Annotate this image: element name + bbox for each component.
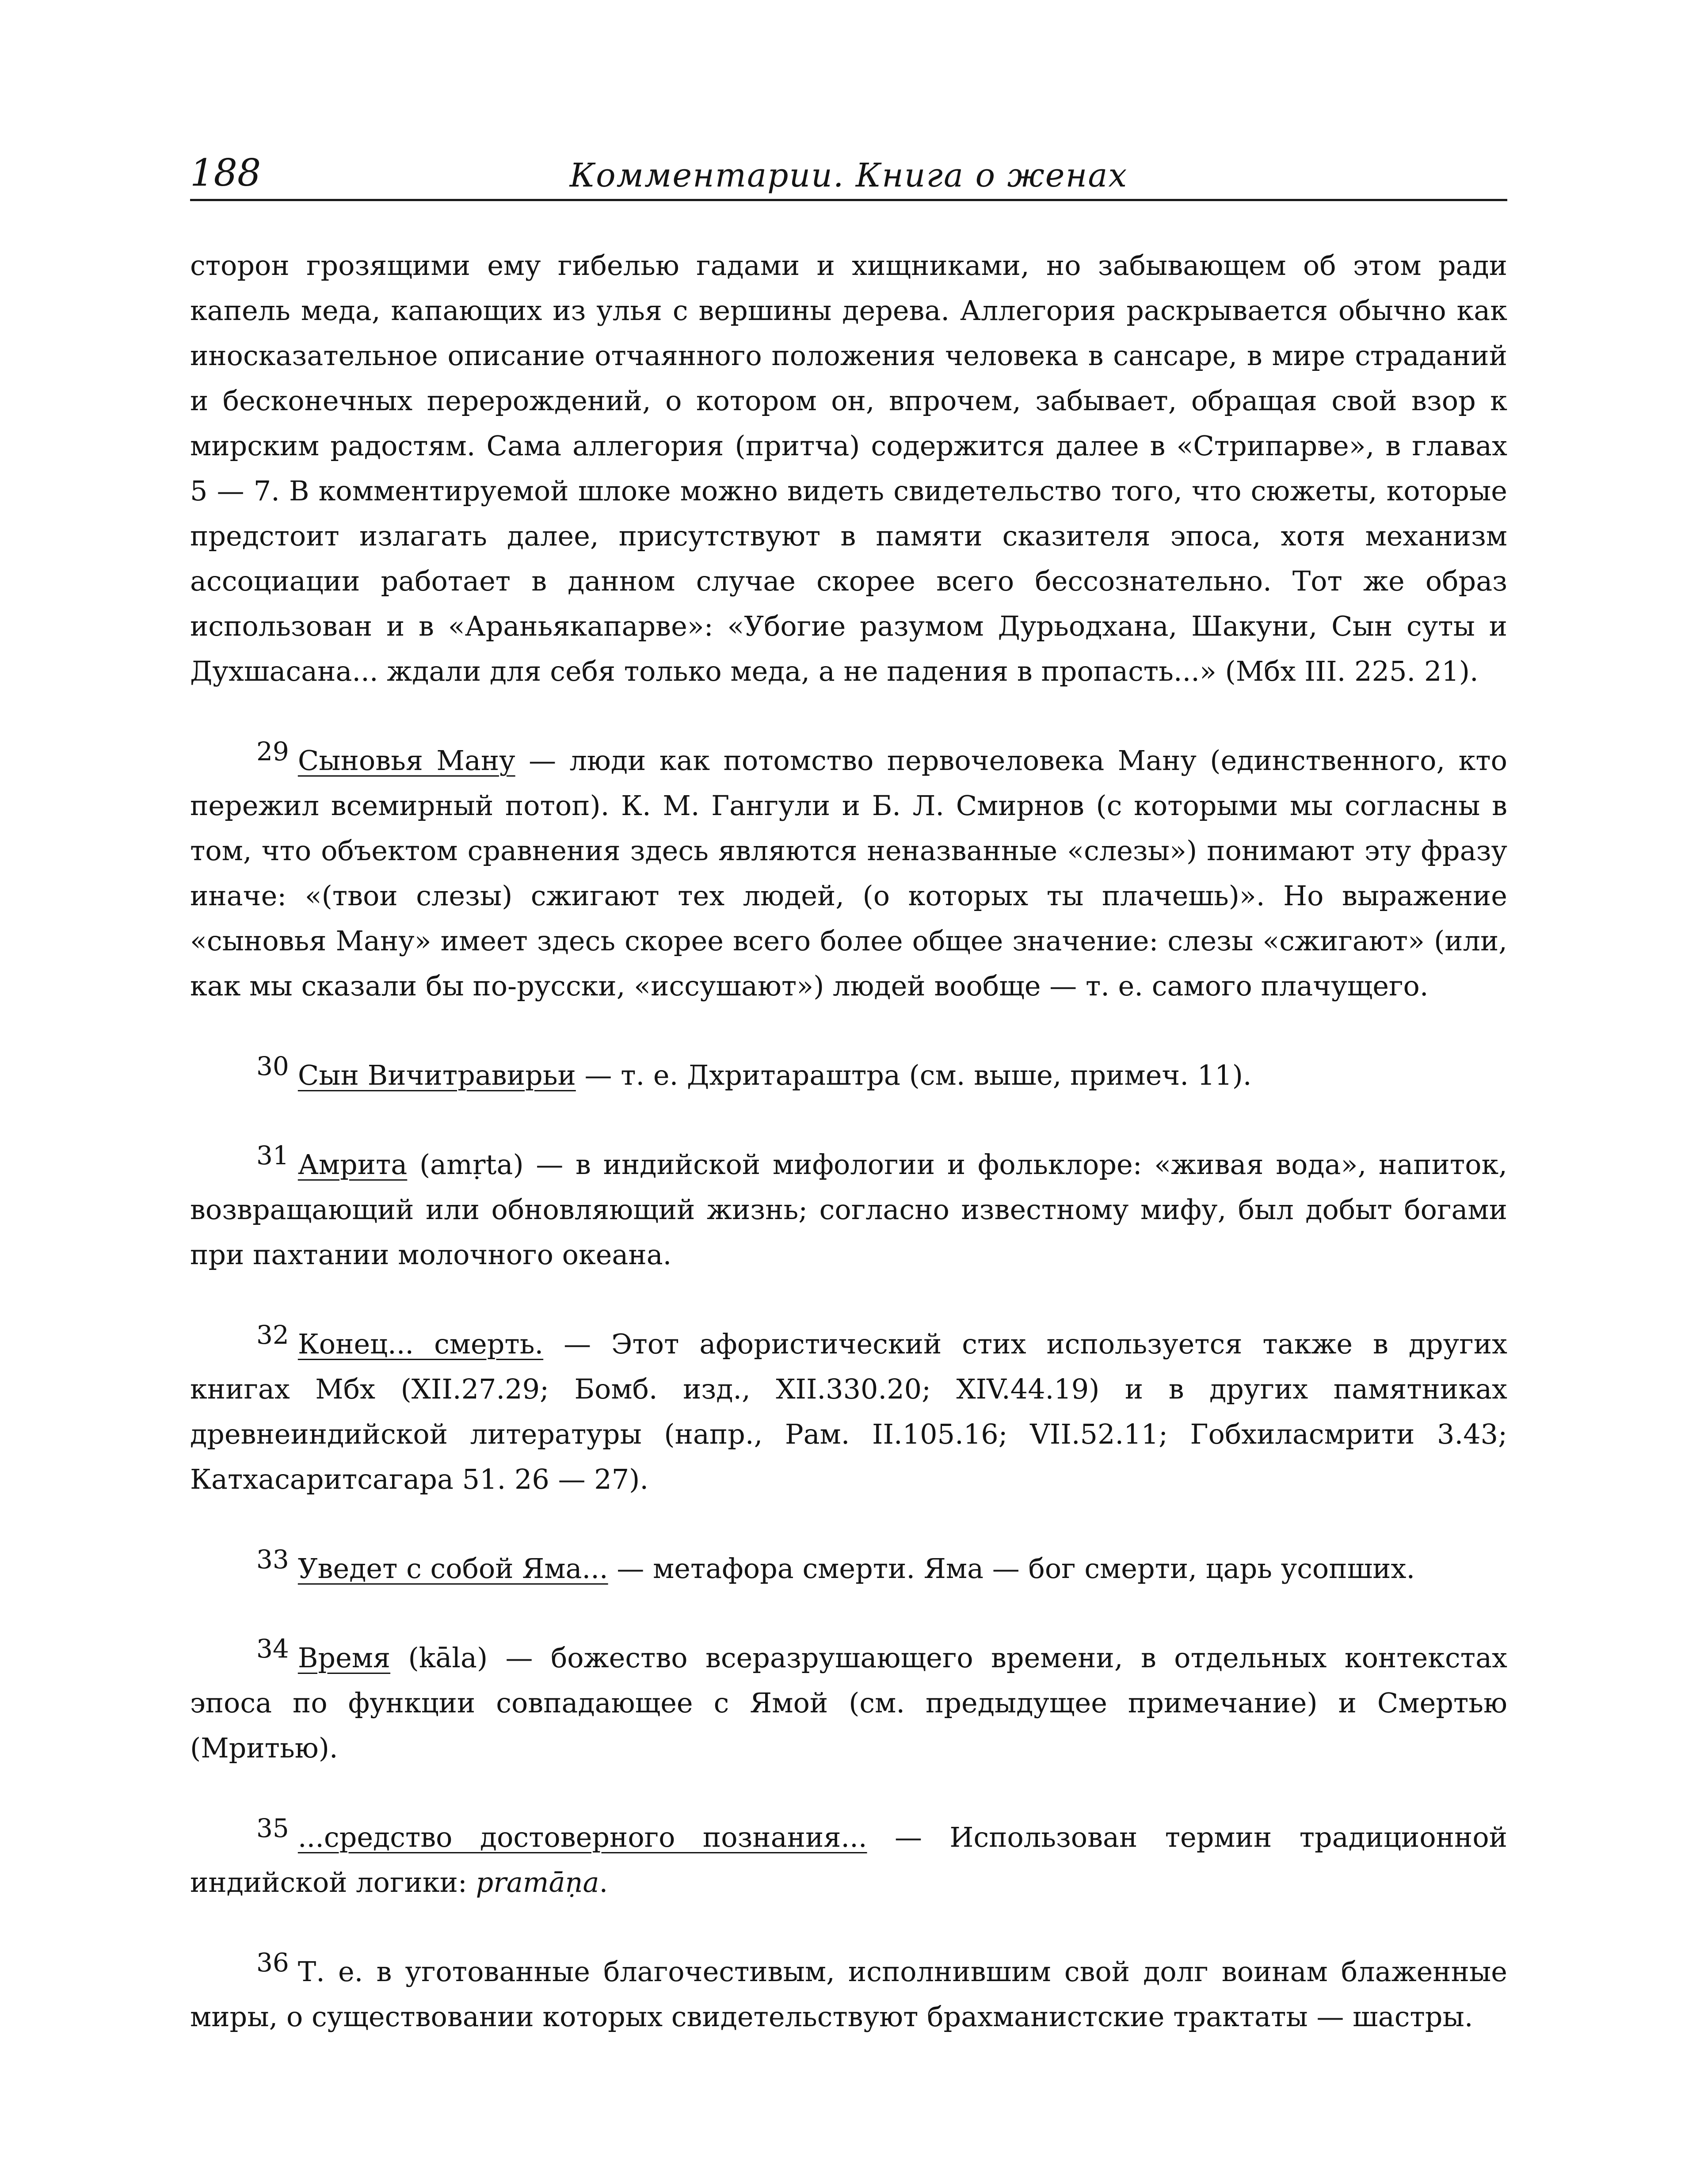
note-number: 36 [256,1948,289,1978]
note-number: 29 [256,736,289,767]
note-35 [190,1815,1507,1905]
note-term: Амрита [297,1148,408,1181]
page-header [190,133,1507,201]
note-29 [190,738,1507,1009]
note-text: — люди как потомство первочеловека Ману (единственного, кто пережил всемирный потоп). К. М. Гангули и Б. Л. Смирнов (с которыми мы согласны в том, что объектом сравнения здесь являются неназванные «слезы») понимают эту фразу иначе: «(твои слезы) сжигают тех людей, (о которых ты плачешь)». Но выражение «сыновья Ману» имеет здесь скорее всего более общее значение: слезы «сжигают» (или, как мы сказали бы по-русски, «иссушают») людей вообще — т. е. самого плачущего. [190,744,1507,1002]
page [190,133,1507,2039]
note-number: 32 [256,1320,289,1350]
note-term: Сыновья Ману [297,744,515,777]
note-text: — Использован термин традиционной индийской логики: [190,1821,1507,1898]
note-number: 35 [256,1813,289,1844]
note-36 [190,1949,1507,2039]
note-number: 33 [256,1544,289,1575]
note-33 [190,1546,1507,1591]
page-body [190,243,1507,2039]
note-text: — Этот афористический стих используется также в других книгах Мбх (XII.27.29; Бомб. изд., XII.330.20; XIV.44.19) и в других памятниках древнеиндийской литературы (напр., Рам. II.105.16; VII.52.11; Гобхиласмрити 3.43; Катхасаритсагара 51. 26 — 27). [190,1328,1507,1495]
note-32 [190,1322,1507,1502]
note-number: 30 [256,1051,289,1082]
note-term: Сын Вичитравирьи [297,1059,576,1091]
note-text: — метафора смерти. Яма — бог смерти, царь усопших. [608,1552,1415,1585]
note-text: — т. е. Дхритараштра (см. выше, примеч. 11). [576,1059,1252,1091]
running-title: Комментарии. Книга о женах [569,156,1128,194]
note-31 [190,1142,1507,1277]
note-term: Время [297,1642,391,1674]
note-term: Конец... смерть. [297,1328,544,1360]
note-text: Т. е. в уготованные благочестивым, исполнившим свой долг воинам блаженные миры, о существовании которых свидетельствуют брахманистские трактаты — шастры. [190,1955,1507,2033]
note-34 [190,1635,1507,1771]
intro-paragraph: сторон грозящими ему гибелью гадами и хищниками, но забывающем об этом ради капель меда, капающих из улья с вершины дерева. Аллегория раскрывается обычно как иносказательное описание отчаянного положения человека в сансаре, в мире страданий и бесконечных перерождений, о котором он, впрочем, забывает, обращая свой взор к мирским радостям. Сама аллегория (притча) содержится далее в «Стрипарве», в главах 5 — 7. В комментируемой шлоке можно видеть свидетельство того, что сюжеты, которые предстоит излагать далее, присутствуют в памяти сказителя эпоса, хотя механизм ассоциации работает в данном случае скорее всего бессознательно. Тот же образ использован и в «Араньякапарве»: «Убогие разумом Дурьодхана, Шакуни, Сын суты и Духшасана... ждали для себя только меда, а не падения в пропасть...» (Мбх III. 225. 21). [190,249,1507,687]
note-text-end: . [599,1866,608,1898]
page-number: 188 [190,151,261,194]
note-number: 31 [256,1140,289,1171]
note-term: ...средство достоверного познания... [297,1821,867,1853]
note-30 [190,1053,1507,1098]
note-term-italic: pramāṇa [476,1866,599,1898]
note-number: 34 [256,1634,289,1664]
note-text: (amṛta) — в индийской мифологии и фольклоре: «живая вода», напиток, возвращающий или обновляющий жизнь; согласно известному мифу, был добыт богами при пахтании молочного океана. [190,1148,1507,1271]
note-text: (kāla) — божество всеразрушающего времени, в отдельных контекстах эпоса по функции совпадающее с Ямой (см. предыдущее примечание) и Смертью (Мритью). [190,1642,1507,1764]
note-term: Уведет с собой Яма... [297,1552,608,1585]
